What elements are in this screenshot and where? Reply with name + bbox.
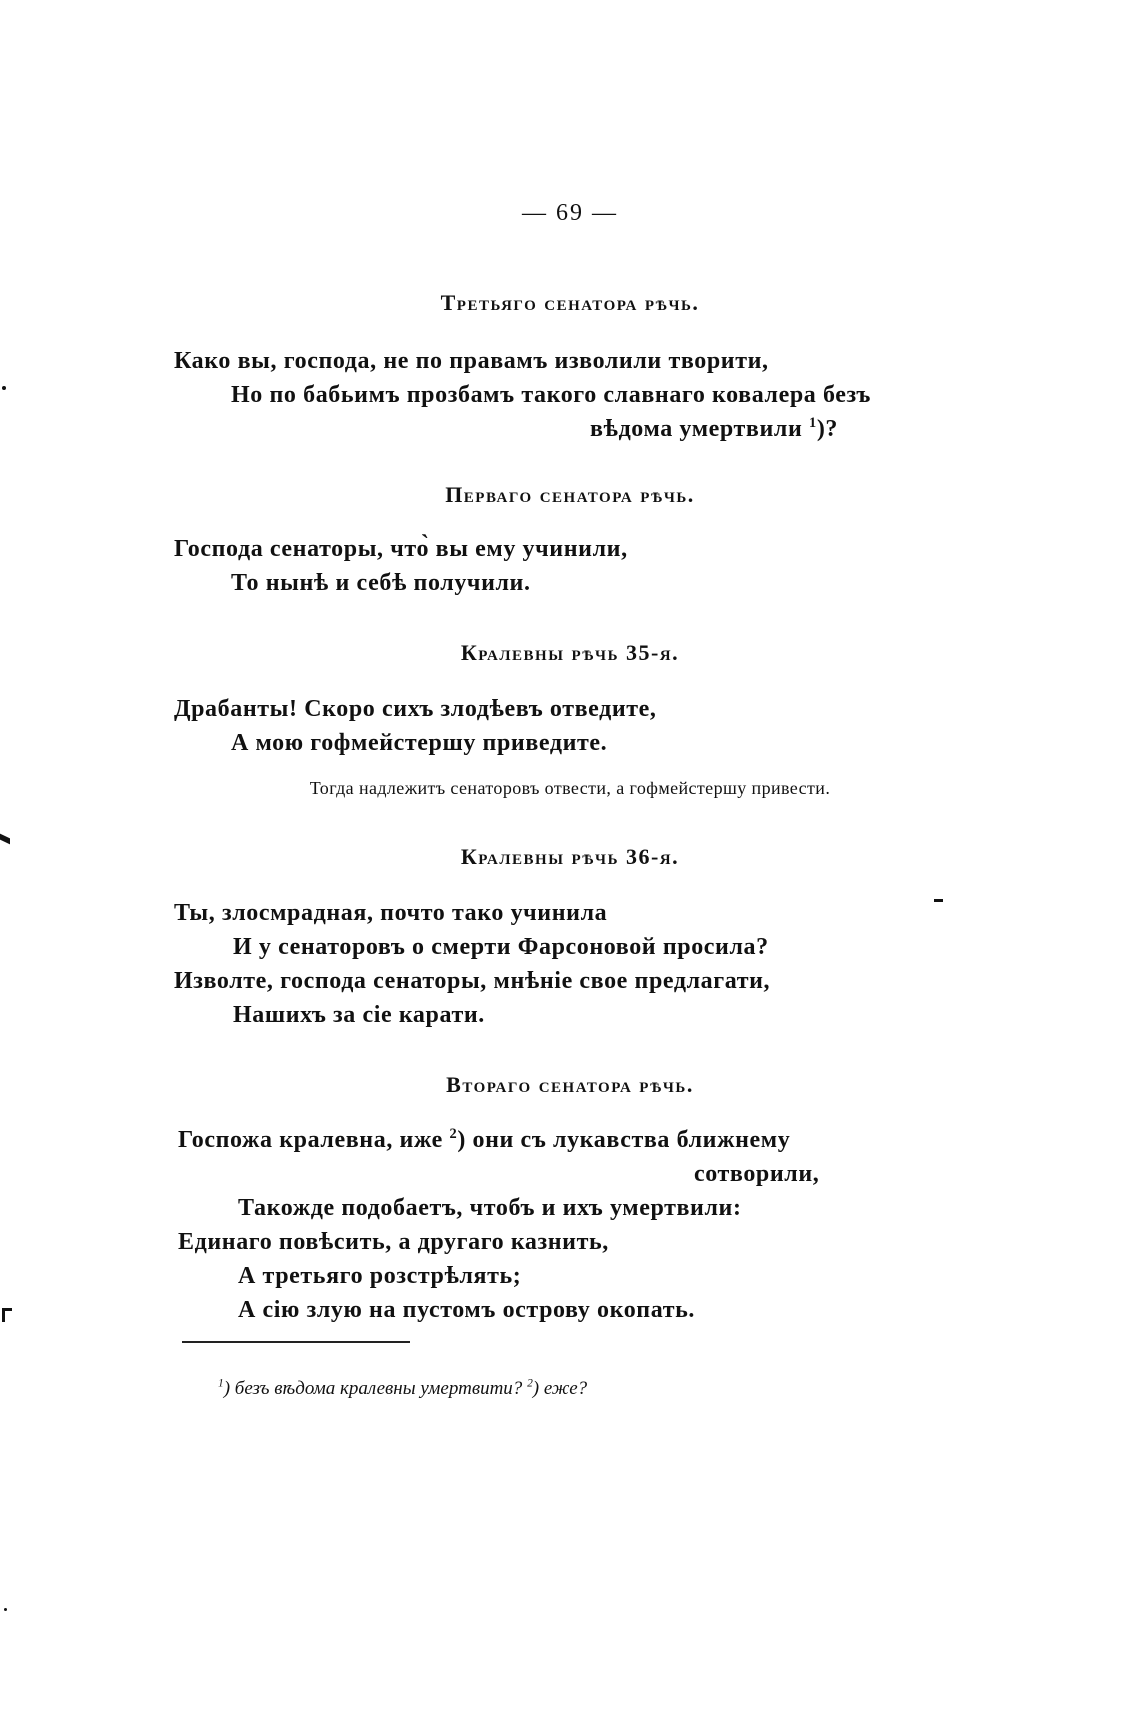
verse-line: сотворили, bbox=[694, 1161, 820, 1187]
heading-second-senator: Втораго сенатора рѣчь. bbox=[446, 1072, 694, 1097]
footnotes bbox=[218, 1378, 587, 1400]
verse-line: Господа сенаторы, что̀ вы ему учинили, bbox=[174, 536, 628, 562]
verse-line: А мою гофмейстершу приведите. bbox=[231, 730, 608, 756]
footnote-text-2: ) еже? bbox=[532, 1378, 588, 1399]
verse-text: Госпожа кралевна, иже bbox=[178, 1127, 443, 1153]
verse-line: Драбанты! Скоро сихъ злодѣевъ отведите, bbox=[174, 696, 657, 722]
verse-line: Ты, злосмрадная, почто тако учинила bbox=[174, 900, 608, 926]
heading-first-senator: Перваго сенатора рѣчь. bbox=[445, 482, 695, 507]
footnote-divider bbox=[182, 1341, 410, 1343]
footnote-number-2: 2 bbox=[527, 1377, 533, 1390]
verse-line-with-note bbox=[178, 1127, 790, 1154]
footnote-ref-2: 2 bbox=[449, 1126, 458, 1142]
verse-line: Нашихъ за сіе карати. bbox=[233, 1002, 485, 1028]
verse-line: Изволте, господа сенаторы, мнѣніе свое предлагати, bbox=[174, 968, 771, 994]
scan-speck bbox=[2, 1308, 12, 1311]
scan-speck bbox=[0, 834, 10, 845]
heading-princess-35: Кралевны рѣчь 35-я. bbox=[460, 640, 680, 665]
verse-line-with-note bbox=[590, 416, 838, 443]
verse-line: Но по бабьимъ прозбамъ такого славнаго ковалера безъ bbox=[231, 382, 871, 408]
verse-punctuation: )? bbox=[816, 416, 839, 442]
verse-text: вѣдома умертвили bbox=[590, 416, 803, 442]
verse-line: Единаго повѣсить, а другаго казнить, bbox=[178, 1229, 609, 1255]
stage-direction: Тогда надлежитъ сенаторовъ отвести, а гофмейстершу привести. bbox=[309, 778, 831, 798]
verse-line: То нынѣ и себѣ получили. bbox=[231, 570, 531, 596]
page-number: — 69 — bbox=[522, 200, 618, 226]
footnote-text-1: ) безъ вѣдома кралевны умертвити? bbox=[223, 1378, 523, 1399]
verse-line: А сію злую на пустомъ острову окопать. bbox=[238, 1297, 695, 1323]
verse-line: Такожде подобаетъ, чтобъ и ихъ умертвили: bbox=[238, 1195, 742, 1221]
heading-princess-36: Кралевны рѣчь 36-я. bbox=[460, 844, 680, 869]
footnote-ref-1: 1 bbox=[809, 415, 817, 431]
scan-speck bbox=[2, 386, 6, 390]
scan-speck bbox=[4, 1608, 7, 1611]
footnote-number-1: 1 bbox=[218, 1377, 224, 1390]
scan-speck bbox=[934, 899, 943, 902]
verse-line: А третьяго розстрѣлять; bbox=[238, 1263, 522, 1289]
verse-line: И у сенаторовъ о смерти Фарсоновой просила? bbox=[233, 934, 769, 960]
verse-text: ) они съ лукавства ближнему bbox=[457, 1127, 791, 1153]
heading-third-senator: Третьяго сенатора рѣчь. bbox=[440, 290, 700, 315]
verse-line: Како вы, господа, не по правамъ изволили творити, bbox=[174, 348, 769, 374]
